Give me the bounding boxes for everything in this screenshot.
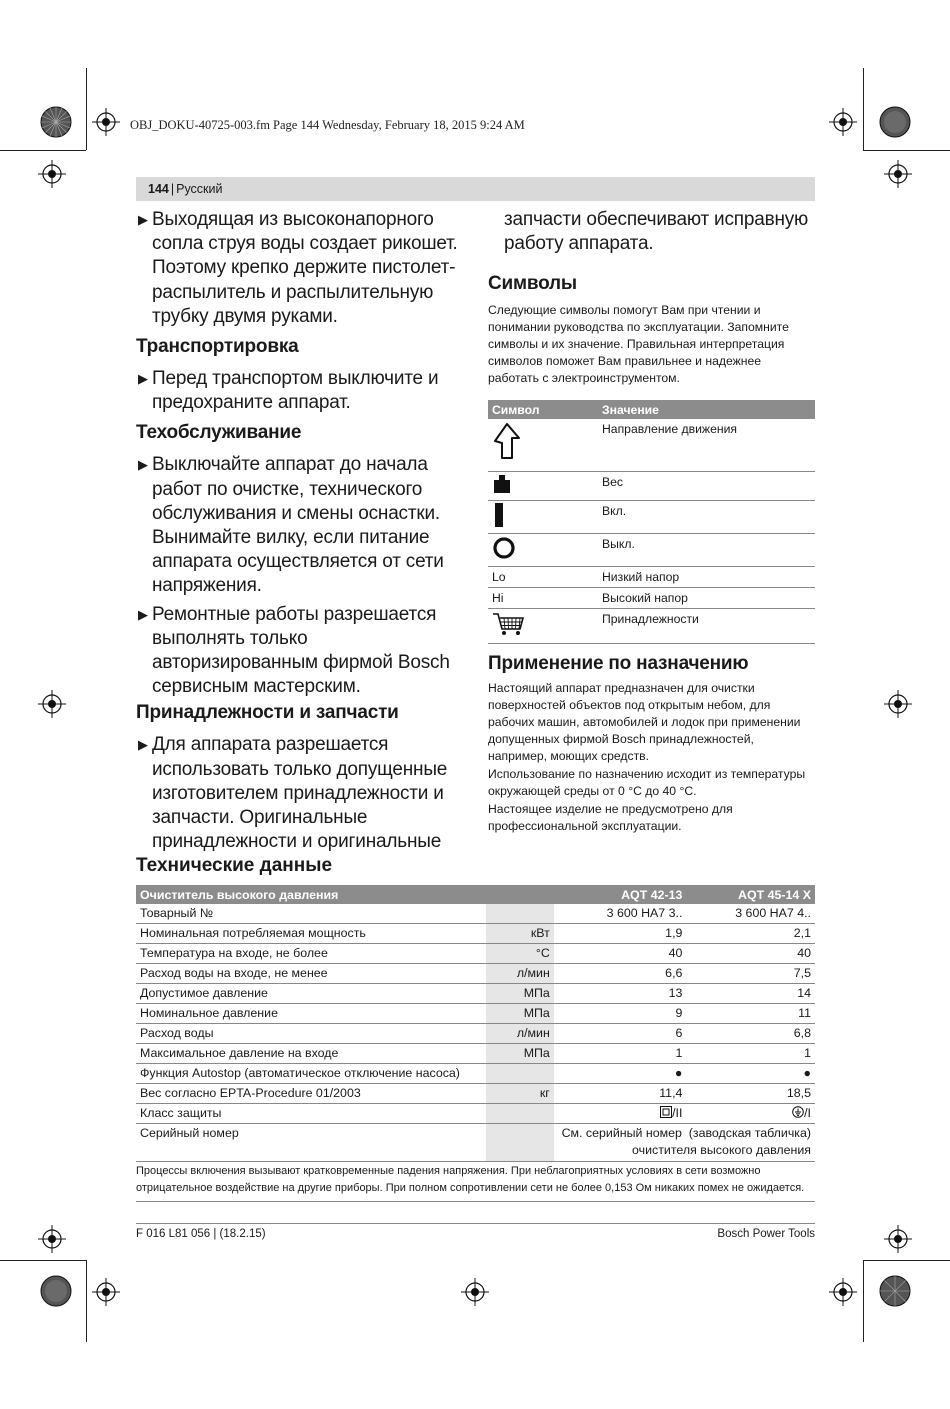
bullet-arrow-icon: ▶ xyxy=(138,737,148,753)
bullet-arrow-icon: ▶ xyxy=(138,371,148,387)
crosshair-mark-left-upper xyxy=(38,160,66,188)
table-row xyxy=(488,419,815,471)
param-value-model2 xyxy=(686,1024,815,1044)
right-column xyxy=(488,208,815,835)
section-heading-transport: Транспортировка xyxy=(136,336,299,358)
crop-line xyxy=(863,150,950,151)
power-off-icon xyxy=(492,536,516,560)
crop-line xyxy=(86,1260,87,1342)
value-text: 1 xyxy=(675,1046,683,1060)
param-value-model2 xyxy=(686,964,815,984)
bullet-text: Выключайте аппарат до начала работ по очистке, технического обслуживания и смены оснастки. Вынимайте вилку, если питание аппарата осуществляется от сети напряжения. xyxy=(152,454,444,597)
symbol-cell xyxy=(488,419,598,471)
param-name: Функция Autostop (автоматическое отключение насоса) xyxy=(136,1064,486,1084)
param-name: Класс защиты xyxy=(136,1104,486,1124)
value-text: 7,5 xyxy=(793,966,811,980)
footer-brand: Bosch Power Tools xyxy=(717,1228,815,1240)
table-row xyxy=(136,1104,815,1124)
registration-mark-bottom-right-dark xyxy=(879,1275,911,1307)
param-unit: °C xyxy=(486,944,554,964)
param-value-model2 xyxy=(686,984,815,1004)
shopping-cart-icon xyxy=(492,611,526,637)
symbol-cell xyxy=(488,500,598,533)
bullet-arrow-icon: ▶ xyxy=(138,606,148,622)
table-row xyxy=(136,944,815,964)
value-text: 6,8 xyxy=(793,1026,811,1040)
serial-value xyxy=(554,1124,815,1162)
bullet-arrow-icon: ▶ xyxy=(138,212,148,227)
value-text: 1,9 xyxy=(665,926,683,940)
value-text: 9 xyxy=(675,1006,683,1020)
param-value-model1 xyxy=(554,1044,687,1064)
meaning-column-header: Значение xyxy=(598,400,815,419)
protection-class-ii-icon xyxy=(660,1106,672,1118)
param-unit: кВт xyxy=(486,924,554,944)
intended-use-paragraph-2: Использование по назначению исходит из температуры окружающей среды от 0 °C до 40 °C. xyxy=(488,766,806,798)
protection-class-i-icon xyxy=(792,1106,804,1118)
weight-icon xyxy=(492,474,512,494)
crop-line xyxy=(863,1260,950,1261)
crosshair-mark-left-middle xyxy=(38,690,66,718)
section-heading-accessories: Принадлежности и запчасти xyxy=(136,702,399,724)
bullet-transport xyxy=(136,367,471,415)
param-unit xyxy=(486,1064,554,1084)
param-value-model2 xyxy=(686,924,815,944)
arrow-up-icon xyxy=(492,421,522,461)
value-text: 40 xyxy=(668,946,683,960)
crosshair-mark-top-right xyxy=(829,108,857,136)
registration-mark-top-right-dark xyxy=(879,106,911,138)
param-value-model2 xyxy=(686,1104,815,1124)
bullet-arrow-icon: ▶ xyxy=(138,457,148,473)
crop-line xyxy=(0,150,86,151)
param-value-model1 xyxy=(554,1084,687,1104)
power-on-icon xyxy=(492,503,506,527)
table-row xyxy=(488,566,815,587)
table-row xyxy=(488,533,815,566)
product-column-header: Очиститель высокого давления xyxy=(136,885,554,904)
param-name: Расход воды на входе, не менее xyxy=(136,964,486,984)
param-unit: л/мин xyxy=(486,964,554,984)
model1-column-header: AQT 42-13 xyxy=(554,885,687,904)
param-value-model1 xyxy=(554,1104,687,1124)
param-unit: МПа xyxy=(486,1004,554,1024)
tech-data-note: Процессы включения вызывают кратковременные падения напряжения. При неблагоприятных условиях в сети возможно отрицательное воздействие на другие приборы. При полном сопротивлении сети не более 0,153 Ом никаких помех не ожидается. xyxy=(136,1163,815,1202)
table-row xyxy=(136,904,815,924)
registration-mark-bottom-left-dark xyxy=(40,1275,72,1307)
model2-column-header: AQT 45-14 X xyxy=(686,885,815,904)
param-name: Расход воды xyxy=(136,1024,486,1044)
tech-data-table xyxy=(136,885,815,1162)
crosshair-mark-right-lower xyxy=(884,1225,912,1253)
table-row xyxy=(488,587,815,608)
page-number: 144 xyxy=(148,182,169,196)
value-text: 6,6 xyxy=(665,966,683,980)
table-row xyxy=(136,984,815,1004)
crosshair-mark-left-lower xyxy=(38,1225,66,1253)
value-text: 3 600 HA7 3.. xyxy=(606,906,683,920)
header-separator: | xyxy=(170,182,175,196)
bullet-text: Для аппарата разрешается использовать только допущенные изготовителем принадлежности и запчасти. Оригинальные принадлежности и оригинальные xyxy=(152,734,448,853)
value-text: 2,1 xyxy=(793,926,811,940)
value-text: 11 xyxy=(798,1006,811,1020)
param-value-model1 xyxy=(554,944,687,964)
param-name: Максимальное давление на входе xyxy=(136,1044,486,1064)
section-heading-symbols: Символы xyxy=(488,273,577,295)
serial-value-text-2: (заводская табличка) xyxy=(688,1126,811,1140)
value-text: ● xyxy=(674,1066,683,1080)
intended-use-paragraph-3: Настоящее изделие не предусмотрено для профессиональной эксплуатации. xyxy=(488,801,733,833)
left-column xyxy=(136,208,471,854)
meaning-cell: Выкл. xyxy=(598,533,815,566)
crosshair-mark-right-middle xyxy=(884,690,912,718)
symbol-cell xyxy=(488,608,598,643)
symbol-cell: Hi xyxy=(488,587,598,608)
intended-use-paragraph-1: Настоящий аппарат предназначен для очистки поверхностей объектов под открытым небом, для рабочих машин, автомобилей и лодок при применении допущенных фирмой Bosch принадлежностей, например, моющих средств. xyxy=(488,680,801,763)
bullet-text: Выходящая из высоконапорного сопла струя воды создает рикошет. Поэтому крепко держите пистолет-распылитель и распылительную трубку двумя руками. xyxy=(152,209,458,327)
param-value-model2 xyxy=(686,1064,815,1084)
crop-line xyxy=(86,68,87,150)
symbols-intro: Следующие символы помогут Вам при чтении и понимании руководства по эксплуатации. Запомните символы и их значение. Правильная интерпретация символов поможет Вам правильнее и надежнее работать с электроинструментом. xyxy=(488,303,789,386)
bullet-rebound xyxy=(136,208,471,329)
param-unit xyxy=(486,1104,554,1124)
header-language: Русский xyxy=(176,182,223,196)
param-unit: л/мин xyxy=(486,1024,554,1044)
meaning-cell: Направление движения xyxy=(598,419,815,471)
symbol-cell: Lo xyxy=(488,566,598,587)
section-heading-maintenance: Техобслуживание xyxy=(136,422,302,444)
param-value-model1 xyxy=(554,1064,687,1084)
value-text: 14 xyxy=(797,986,811,1000)
meaning-cell: Вкл. xyxy=(598,500,815,533)
crop-line xyxy=(0,1260,86,1261)
param-value-model2 xyxy=(686,1004,815,1024)
section-heading-intended-use: Применение по назначению xyxy=(488,652,749,674)
crosshair-mark-right-upper xyxy=(884,160,912,188)
value-text: 13 xyxy=(668,986,683,1000)
footer-document-number: F 016 L81 056 | (18.2.15) xyxy=(136,1228,266,1240)
crop-line xyxy=(863,68,864,150)
crosshair-mark-bottom-right xyxy=(829,1278,857,1306)
param-name: Температура на входе, не более xyxy=(136,944,486,964)
param-unit: МПа xyxy=(486,984,554,1004)
param-value-model1 xyxy=(554,904,687,924)
param-value-model2 xyxy=(686,1084,815,1104)
meaning-cell: Вес xyxy=(598,471,815,500)
param-name: Номинальная потребляемая мощность xyxy=(136,924,486,944)
symbol-column-header: Символ xyxy=(488,400,598,419)
param-value-model1 xyxy=(554,1024,687,1044)
param-name: Серийный номер xyxy=(136,1124,486,1162)
value-text: 18,5 xyxy=(786,1086,811,1100)
crop-line xyxy=(863,1260,864,1342)
table-row xyxy=(488,500,815,533)
section-heading-tech-data: Технические данные xyxy=(136,855,333,876)
table-row xyxy=(136,1004,815,1024)
param-value-model1 xyxy=(554,1004,687,1024)
crosshair-mark-bottom-center xyxy=(461,1278,489,1306)
param-unit xyxy=(486,904,554,924)
param-value-model2 xyxy=(686,1044,815,1064)
param-value-model2 xyxy=(686,904,815,924)
value-text: ● xyxy=(803,1066,811,1080)
table-row xyxy=(136,924,815,944)
param-value-model1 xyxy=(554,924,687,944)
symbol-cell xyxy=(488,471,598,500)
bullet-accessories xyxy=(136,733,471,854)
param-value-model2 xyxy=(686,944,815,964)
param-name: Допустимое давление xyxy=(136,984,486,1004)
table-row xyxy=(136,1064,815,1084)
table-row xyxy=(136,964,815,984)
value-text: 40 xyxy=(797,946,811,960)
param-name: Номинальное давление xyxy=(136,1004,486,1024)
page-header xyxy=(136,177,815,201)
param-unit xyxy=(486,1124,554,1162)
footer-divider xyxy=(136,1223,815,1224)
table-row xyxy=(136,1044,815,1064)
serial-value-text-1: См. серийный номер xyxy=(561,1126,682,1140)
file-info-line: OBJ_DOKU-40725-003.fm Page 144 Wednesday, February 18, 2015 9:24 AM xyxy=(130,118,525,132)
param-unit: МПа xyxy=(486,1044,554,1064)
symbols-table xyxy=(488,400,815,644)
crosshair-mark-bottom-left xyxy=(92,1278,120,1306)
bullet-maintenance xyxy=(136,453,471,598)
value-text: 11,4 xyxy=(659,1086,683,1100)
serial-value-text-3: очистителя высокого давления xyxy=(632,1143,811,1157)
param-unit: кг xyxy=(486,1084,554,1104)
continued-text: запчасти обеспечивают исправную работу аппарата. xyxy=(504,209,809,255)
symbol-cell xyxy=(488,533,598,566)
value-text: /I xyxy=(804,1106,811,1120)
table-row xyxy=(136,1084,815,1104)
param-name: Вес согласно EPTA-Procedure 01/2003 xyxy=(136,1084,486,1104)
value-text: 3 600 HA7 4.. xyxy=(735,906,811,920)
param-value-model1 xyxy=(554,964,687,984)
meaning-cell: Высокий напор xyxy=(598,587,815,608)
registration-mark-top-left-dark xyxy=(40,106,72,138)
value-text: 1 xyxy=(804,1046,811,1060)
bullet-repair xyxy=(136,603,471,700)
table-row-serial xyxy=(136,1124,815,1162)
meaning-cell: Низкий напор xyxy=(598,566,815,587)
bullet-text: Перед транспортом выключите и предохраните аппарат. xyxy=(152,368,439,414)
bullet-text: Ремонтные работы разрешается выполнять только авторизированным фирмой Bosch сервисным мастерским. xyxy=(152,603,450,698)
table-row xyxy=(488,471,815,500)
value-text: 6 xyxy=(675,1026,683,1040)
table-row xyxy=(488,608,815,643)
param-value-model1 xyxy=(554,984,687,1004)
param-name: Товарный № xyxy=(136,904,486,924)
crosshair-mark-top-left xyxy=(92,108,120,136)
value-text: /II xyxy=(672,1106,683,1120)
meaning-cell: Принадлежности xyxy=(598,608,815,643)
table-row xyxy=(136,1024,815,1044)
